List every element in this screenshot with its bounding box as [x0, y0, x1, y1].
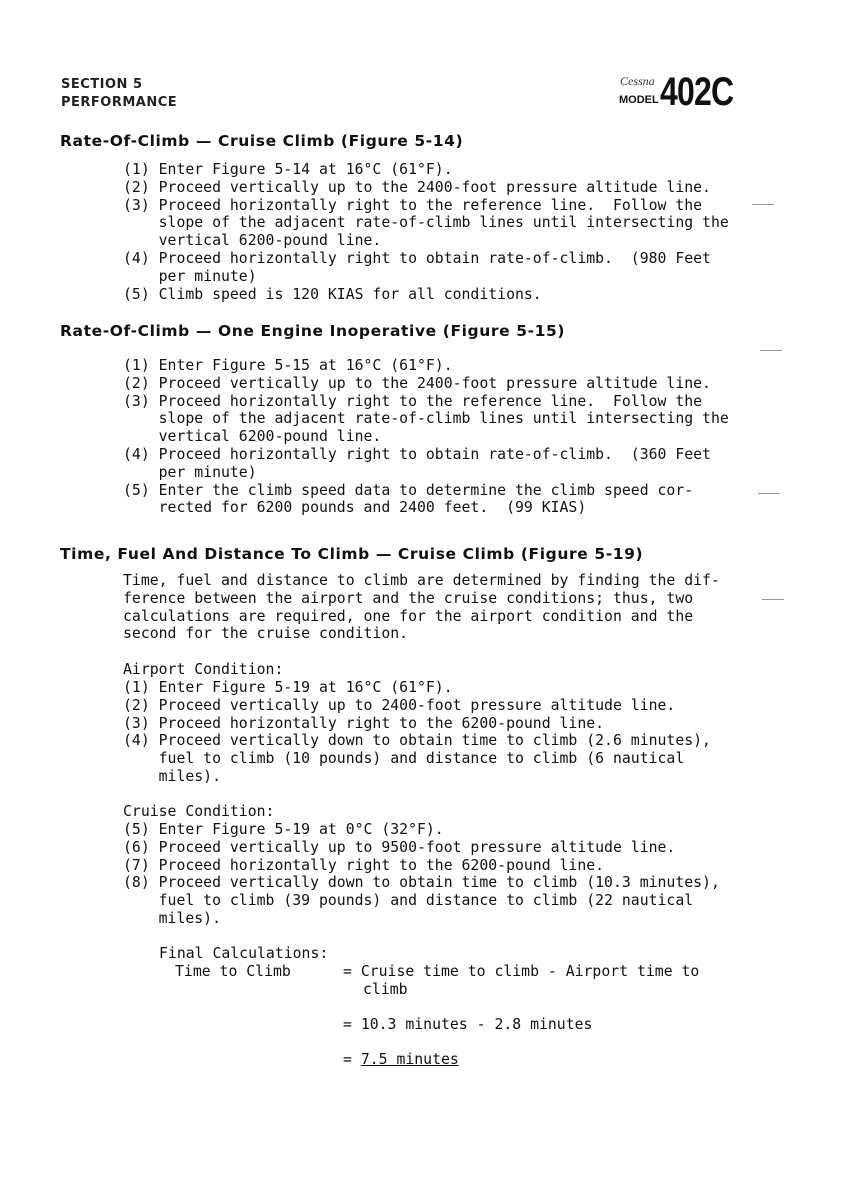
text-line: (3) Proceed horizontally right to the 6200-pound line.	[123, 714, 605, 732]
model-number: 402C	[660, 70, 734, 114]
final-result: 7.5 minutes	[360, 1051, 459, 1068]
text-line: vertical 6200-pound line.	[123, 232, 382, 250]
text-line: Time, fuel and distance to climb are determined by finding the dif-	[123, 572, 720, 589]
section-label: SECTION 5	[61, 77, 143, 92]
heading-time-fuel-distance: Time, Fuel And Distance To Climb — Cruise Climb (Figure 5-19)	[60, 545, 644, 563]
final-equation-2: = 10.3 minutes - 2.8 minutes	[343, 1016, 593, 1033]
text-line: miles).	[123, 910, 221, 927]
heading-cruise-climb: Rate-Of-Climb — Cruise Climb (Figure 5-14)	[60, 132, 464, 150]
text-line: ference between the airport and the cruise conditions; thus, two	[123, 589, 694, 607]
margin-mark	[762, 599, 784, 602]
text-line: (8) Proceed vertically down to obtain time to climb (10.3 minutes),	[123, 874, 720, 892]
section-title: PERFORMANCE	[61, 95, 178, 110]
text-line: rected for 6200 pounds and 2400 feet. (99 KIAS)	[123, 499, 587, 517]
model-label: MODEL	[619, 94, 659, 106]
text-line: (2) Proceed vertically up to the 2400-foot pressure altitude line.	[123, 374, 711, 392]
text-line: (7) Proceed horizontally right to the 6200-pound line.	[123, 856, 605, 874]
text-line: (5) Climb speed is 120 KIAS for all conditions.	[123, 285, 542, 303]
text-line: (4) Proceed horizontally right to obtain rate-of-climb. (980 Feet	[123, 250, 711, 267]
text-line: (5) Enter Figure 5-19 at 0°C (32°F).	[123, 821, 444, 838]
text-line: per minute)	[123, 463, 257, 481]
text-line: second for the cruise condition.	[123, 625, 409, 643]
text-line: (4) Proceed horizontally right to obtain rate-of-climb. (360 Feet	[123, 446, 711, 463]
margin-mark	[760, 350, 782, 353]
airport-condition-title: Airport Condition:	[123, 661, 284, 678]
final-equation-3-prefix: =	[343, 1051, 361, 1068]
text-line: (3) Proceed horizontally right to the reference line. Follow the	[123, 196, 703, 214]
cruise-condition-title: Cruise Condition:	[123, 803, 275, 820]
text-line: (1) Enter Figure 5-15 at 16°C (61°F).	[123, 357, 453, 374]
final-equation-1b: climb	[363, 981, 408, 998]
text-line: (1) Enter Figure 5-19 at 16°C (61°F).	[123, 679, 453, 696]
final-equation-3	[343, 1051, 459, 1069]
text-line: (3) Proceed horizontally right to the reference line. Follow the	[123, 392, 703, 410]
heading-one-engine: Rate-Of-Climb — One Engine Inoperative (Figure 5-15)	[60, 322, 566, 340]
final-calculations-title: Final Calculations:	[159, 945, 329, 962]
text-line: (2) Proceed vertically up to the 2400-foot pressure altitude line.	[123, 178, 711, 196]
margin-mark	[752, 204, 774, 207]
final-equation-1a: = Cruise time to climb - Airport time to	[343, 963, 700, 980]
text-line: (4) Proceed vertically down to obtain time to climb (2.6 minutes),	[123, 732, 711, 750]
text-line: (6) Proceed vertically up to 9500-foot pressure altitude line.	[123, 838, 676, 856]
text-line: slope of the adjacent rate-of-climb lines until intersecting the	[123, 214, 729, 232]
text-line: (5) Enter the climb speed data to determine the climb speed cor-	[123, 481, 694, 499]
text-line: miles).	[123, 768, 221, 785]
text-line: (1) Enter Figure 5-14 at 16°C (61°F).	[123, 161, 453, 178]
text-line: calculations are required, one for the airport condition and the	[123, 607, 694, 625]
final-time-label: Time to Climb	[175, 963, 291, 980]
brand-name: Cessna	[620, 74, 655, 88]
text-line: per minute)	[123, 267, 257, 285]
text-line: fuel to climb (10 pounds) and distance to climb (6 nautical	[123, 750, 685, 768]
margin-mark	[758, 493, 780, 496]
text-line: vertical 6200-pound line.	[123, 428, 382, 446]
text-line: fuel to climb (39 pounds) and distance to climb (22 nautical	[123, 892, 694, 910]
text-line: slope of the adjacent rate-of-climb lines until intersecting the	[123, 410, 729, 428]
text-line: (2) Proceed vertically up to 2400-foot pressure altitude line.	[123, 696, 676, 714]
